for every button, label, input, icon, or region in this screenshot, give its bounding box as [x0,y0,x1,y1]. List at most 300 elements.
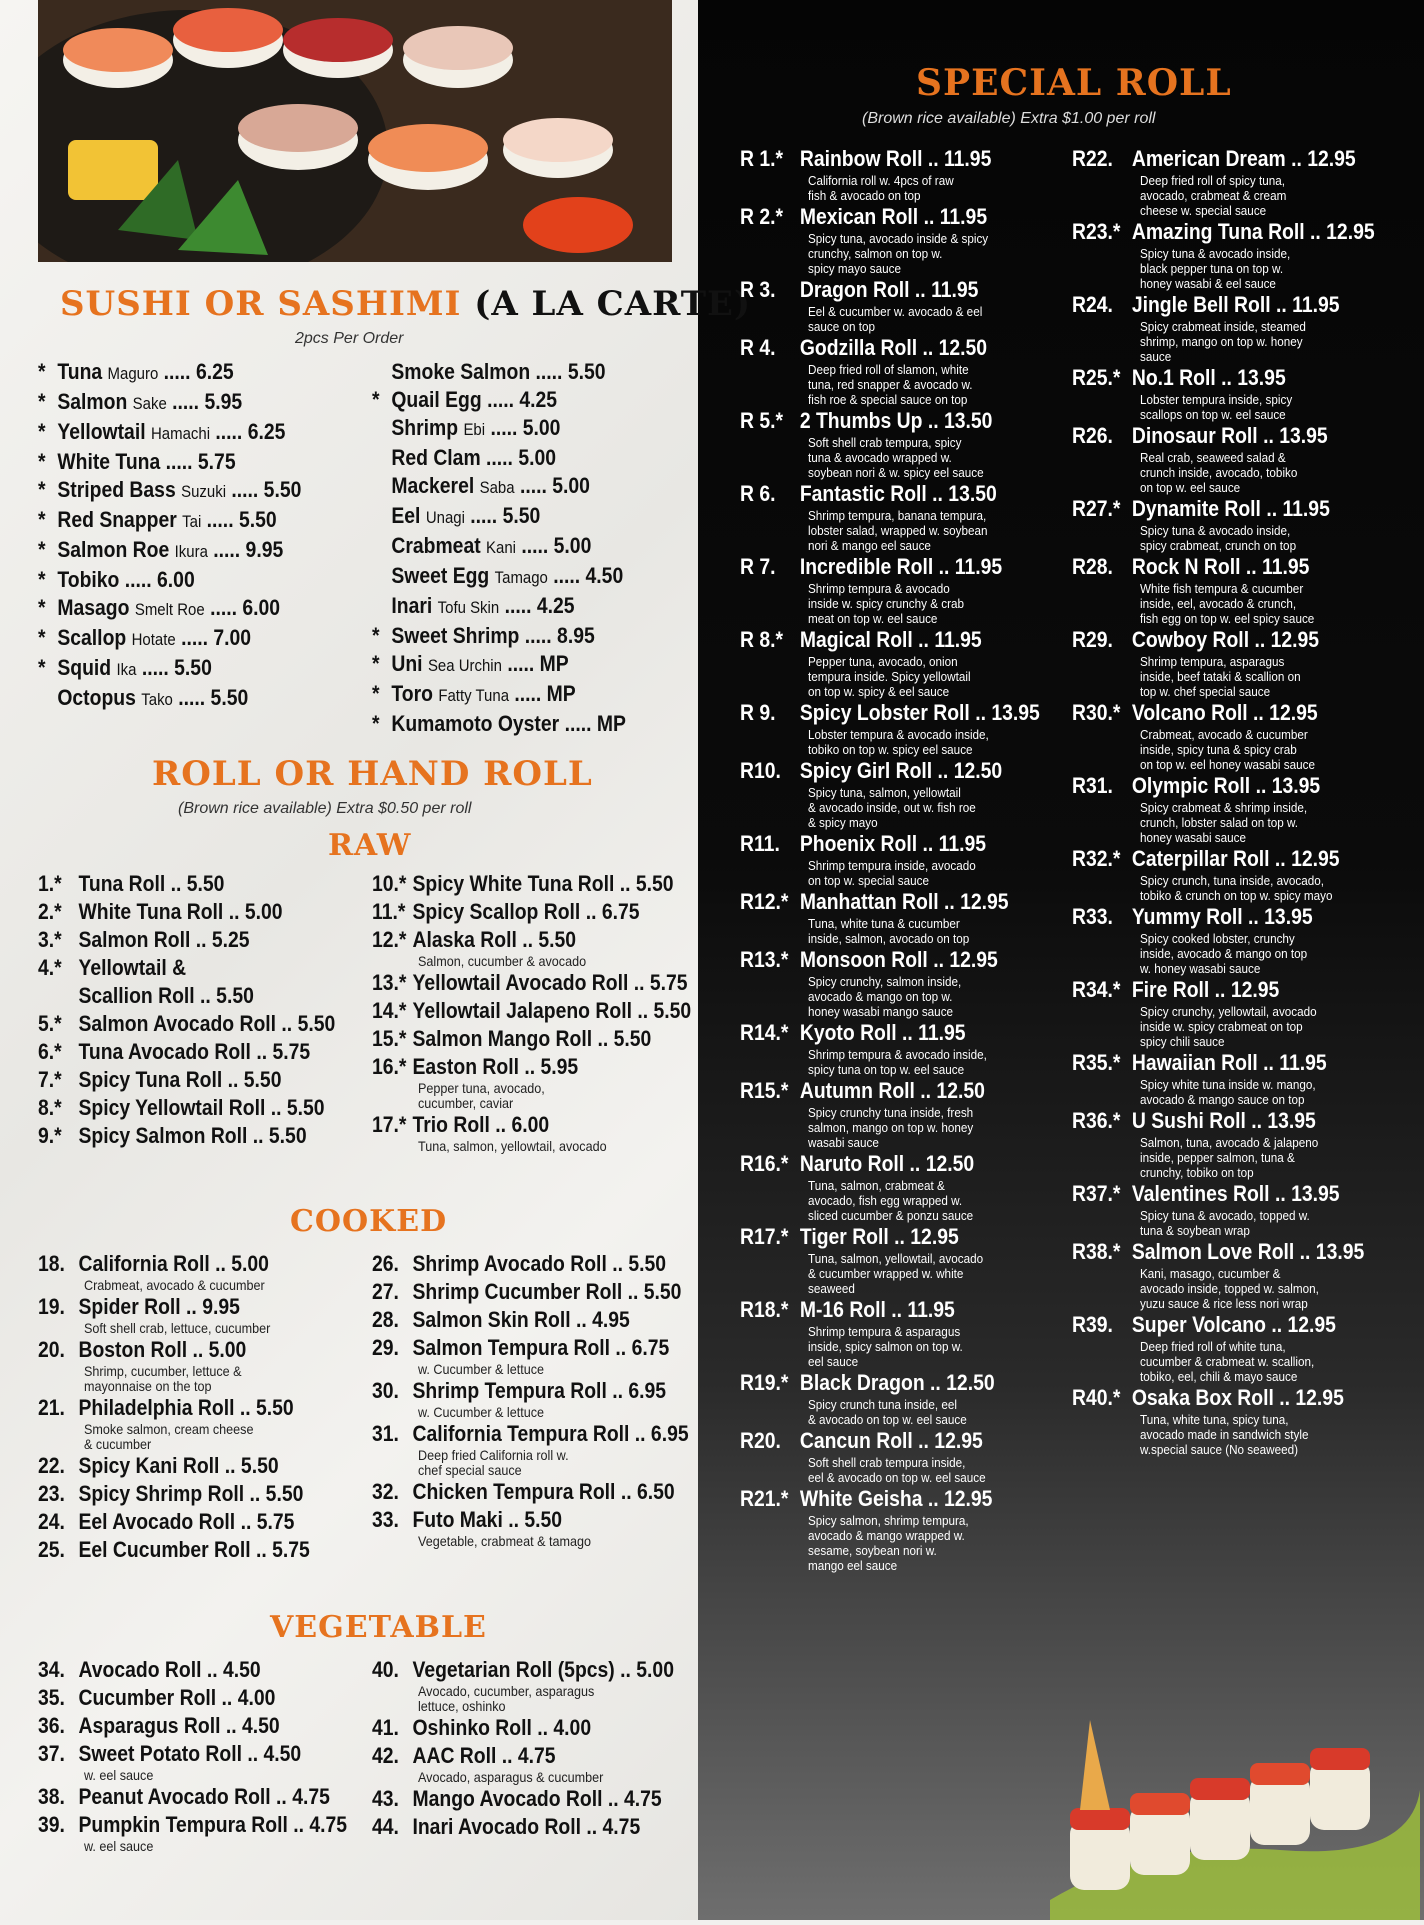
item-price: 12.50 [946,1370,995,1395]
item-number: 44. [372,1814,399,1839]
item-description: California roll w. 4pcs of raw [808,173,954,188]
item-name: Tuna Avocado Roll [78,1039,251,1064]
item-price: 5.50 [502,503,541,528]
item-name: Alaska Roll [412,927,517,952]
item-price: 5.50 [653,998,692,1023]
menu-item: R23.* Amazing Tuna Roll .. 12.95 [1072,219,1375,244]
item-price: 5.50 [635,871,674,896]
item-name: Futo Maki [412,1507,503,1532]
item-number: R17.* [740,1224,789,1249]
item-description: Spicy crunch, tuna inside, avocado, [1140,873,1325,888]
menu-item: R13.* Monsoon Roll .. 12.95 [740,947,998,972]
item-description: Soft shell crab, lettuce, cucumber [84,1320,271,1336]
item-description: mayonnaise on the top [84,1378,212,1394]
item-number: R 4. [740,335,776,360]
item-name: M-16 Roll [799,1297,886,1322]
menu-item: 9.* Spicy Salmon Roll .. 5.50 [38,1123,307,1148]
item-name: Fantastic Roll [799,481,927,506]
item-description: Shrimp, cucumber, lettuce & [84,1363,242,1379]
menu-item: R37.* Valentines Roll .. 13.95 [1072,1181,1340,1206]
item-price: 13.95 [1237,365,1286,390]
menu-item: 3.* Salmon Roll .. 5.25 [38,927,250,952]
cooked-right-list [372,1250,689,1549]
item-price: 5.00 [552,473,590,498]
menu-item: * Striped Bass Suzuki ..... 5.50 [38,477,302,502]
menu-item: R10. Spicy Girl Roll .. 12.50 [740,758,1003,783]
item-description: Spicy crabmeat inside, steamed [1140,319,1306,334]
item-description: inside, avocado & mango on top [1140,946,1308,961]
item-number: R18.* [740,1297,789,1322]
item-description: Tuna, white tuna & cucumber [808,916,960,931]
item-description: Soft shell crab tempura, spicy [808,435,962,450]
item-number: R 3. [740,277,776,302]
item-price: 5.50 [643,1279,682,1304]
item-description: Spicy tuna & avocado inside, [1140,246,1291,261]
veg-right-list [372,1656,682,1841]
item-number: 7.* [38,1067,62,1092]
item-number: 6.* [38,1039,62,1064]
item-name: Naruto Roll [799,1151,905,1176]
item-name: White Geisha [799,1486,923,1511]
item-price: 8.95 [557,623,595,648]
item-number: 27. [372,1279,399,1304]
item-name: California Tempura Roll [412,1421,630,1446]
menu-item: 7.* Spicy Tuna Roll .. 5.50 [38,1067,282,1092]
item-price: 5.50 [243,1067,282,1092]
menu-item: Smoke Salmon ..... 5.50 [391,359,606,384]
item-name: Monsoon Roll [799,947,928,972]
item-japanese-name: Tako [141,690,173,709]
item-japanese-name: Kani [486,538,517,557]
item-description: fish & avocado on top [808,188,921,203]
item-price: 4.50 [585,563,624,588]
item-number: 26. [372,1251,399,1276]
item-name: Shrimp Tempura Roll [412,1378,607,1403]
item-description: avocado & mango wrapped w. [808,1528,965,1543]
item-description: Shrimp tempura, asparagus [1140,654,1285,669]
menu-item: R36.* U Sushi Roll .. 13.95 [1072,1108,1316,1133]
item-description: eel & avocado on top w. eel sauce [808,1470,986,1485]
item-price: 5.50 [297,1011,336,1036]
menu-item: 10.* Spicy White Tuna Roll .. 5.50 [372,871,674,896]
menu-item: * Salmon Roe Ikura ..... 9.95 [38,537,284,562]
menu-item: 23. Spicy Shrimp Roll .. 5.50 [38,1481,304,1506]
item-name: Spicy Lobster Roll [799,700,970,725]
item-name: California Roll [78,1251,210,1276]
sushi-photo [38,0,672,262]
item-name: Spicy Salmon Roll [78,1123,248,1148]
item-description: spicy tuna on top w. eel sauce [808,1062,965,1077]
item-description: inside w. spicy crabmeat on top [1140,1019,1303,1034]
item-star: * [38,449,46,474]
item-price: 5.50 [174,655,212,680]
item-number: 41. [372,1715,399,1740]
item-price: 6.95 [650,1421,689,1446]
item-name: Sweet Egg [391,563,490,588]
item-name: Jingle Bell Roll [1131,292,1271,317]
menu-item: R20. Cancun Roll .. 12.95 [740,1428,983,1453]
menu-item: R21.* White Geisha .. 12.95 [740,1486,993,1511]
item-price: 5.95 [540,1054,579,1079]
item-name: Toro [391,681,433,706]
menu-item: 29. Salmon Tempura Roll .. 6.75 [372,1335,670,1360]
menu-item: 27. Shrimp Cucumber Roll .. 5.50 [372,1279,682,1304]
item-number: R38.* [1072,1239,1121,1264]
item-description: White fish tempura & cucumber [1140,581,1304,596]
item-description: spicy chili sauce [1140,1034,1225,1049]
menu-item: * Red Snapper Tai ..... 5.50 [38,507,277,532]
item-name: Uni [391,651,423,676]
menu-item: 34. Avocado Roll .. 4.50 [38,1657,261,1682]
item-number: 21. [38,1395,65,1420]
item-price: 12.95 [1326,219,1375,244]
item-japanese-name: Tofu Skin [437,598,500,617]
item-number: R35.* [1072,1050,1121,1075]
item-description: tobiko & crunch on top w. spicy mayo [1140,888,1333,903]
item-name: Spicy Kani Roll [78,1453,220,1478]
item-name: Cowboy Roll [1131,627,1250,652]
special-roll-photo [1030,1700,1424,1920]
item-name: Striped Bass [57,477,176,502]
item-description: Crabmeat, avocado & cucumber [84,1277,265,1293]
item-number: 23. [38,1481,65,1506]
menu-item: Shrimp Ebi ..... 5.00 [391,415,561,440]
item-price: 4.75 [292,1784,330,1809]
item-number: 5.* [38,1011,62,1036]
item-description: on top w. special sauce [808,873,929,888]
item-number: R 2.* [740,204,784,229]
item-price: 6.00 [242,595,281,620]
item-description: w. eel sauce [84,1767,154,1783]
item-number: 8.* [38,1095,62,1120]
item-description: w. Cucumber & lettuce [418,1404,545,1420]
menu-item: R16.* Naruto Roll .. 12.50 [740,1151,975,1176]
item-name: Octopus [57,685,136,710]
special-note: (Brown rice available) Extra $1.00 per roll [862,110,1156,127]
item-description: soybean nori & w. spicy eel sauce [808,465,984,480]
item-description: Lobster tempura & avocado inside, [808,727,989,742]
item-description: Vegetable, crabmeat & tamago [418,1533,592,1549]
item-number: R23.* [1072,219,1121,244]
item-name: Sweet Potato Roll [78,1741,242,1766]
item-name: Yummy Roll [1131,904,1243,929]
item-number: 28. [372,1307,399,1332]
item-number: 37. [38,1741,65,1766]
item-name: Salmon Love Roll [1131,1239,1295,1264]
item-number: 13.* [372,970,407,995]
item-name: Tobiko [57,567,120,592]
item-description: Real crab, seaweed salad & [1140,450,1286,465]
raw-left-list [38,870,358,1150]
item-name: Tuna [57,359,103,384]
item-number: 9.* [38,1123,62,1148]
item-price: 11.95 [939,204,988,229]
item-description: avocado made in sandwich style [1140,1427,1309,1442]
item-number: R26. [1072,423,1113,448]
item-description: fish roe & special sauce on top [808,392,968,407]
menu-item: R22. American Dream .. 12.95 [1072,146,1356,171]
item-description: cucumber, caviar [418,1095,514,1111]
item-star: * [38,595,46,620]
item-name: Yellowtail [57,419,146,444]
item-description: cheese w. special sauce [1140,203,1267,218]
item-price: 12.95 [1287,1312,1336,1337]
item-number: R15.* [740,1078,789,1103]
cooked-left-list [38,1250,358,1564]
cooked-title: COOKED [290,1204,448,1239]
item-description: Deep fried roll of spicy tuna, [1140,173,1286,188]
item-name: Godzilla Roll [799,335,918,360]
item-price: 6.25 [195,359,234,384]
menu-item: R 6. Fantastic Roll .. 13.50 [740,481,997,506]
item-number: R 7. [740,554,776,579]
item-price: 5.75 [197,449,236,474]
menu-item: 36. Asparagus Roll .. 4.50 [38,1713,280,1738]
item-number: 34. [38,1657,65,1682]
item-name: Scallop [57,625,127,650]
item-name: Eel Cucumber Roll [78,1537,251,1562]
item-description: Soft shell crab tempura inside, [808,1455,966,1470]
item-name: Eel Avocado Roll [78,1509,236,1534]
item-description: sauce [1140,349,1172,364]
item-description: spicy crabmeat, crunch on top [1140,538,1297,553]
item-number: 12.* [372,927,407,952]
item-price: 4.75 [309,1812,348,1837]
item-number: 24. [38,1509,65,1534]
item-number: R37.* [1072,1181,1121,1206]
menu-item: 28. Salmon Skin Roll .. 4.95 [372,1307,630,1332]
item-name: Black Dragon [799,1370,925,1395]
veg-left-list [38,1656,358,1854]
item-japanese-name: Ikura [174,542,208,561]
item-name: Avocado Roll [78,1657,202,1682]
item-japanese-name: Fatty Tuna [438,686,510,705]
item-price: 11.95 [931,277,979,302]
menu-item: R40.* Osaka Box Roll .. 12.95 [1072,1385,1344,1410]
item-description: Deep fried roll of white tuna, [1140,1339,1286,1354]
item-price: 5.50 [263,477,302,502]
item-star: * [372,681,380,706]
item-description: & spicy mayo [808,815,878,830]
item-name: Asparagus Roll [78,1713,221,1738]
item-price: 9.95 [245,537,284,562]
item-name: American Dream [1131,146,1286,171]
item-name: Philadelphia Roll [78,1395,235,1420]
item-star: * [38,359,46,384]
item-description: seaweed [808,1281,855,1296]
item-number: R32.* [1072,846,1121,871]
item-number: R34.* [1072,977,1121,1002]
item-description: & avocado inside, out w. fish roe [808,800,976,815]
item-price: 13.95 [1264,904,1313,929]
menu-item: R 5.* 2 Thumbs Up .. 13.50 [740,408,993,433]
item-number: 10.* [372,871,407,896]
item-description: Tuna, salmon, crabmeat & [808,1178,945,1193]
item-name: White Tuna Roll [78,899,224,924]
item-description: Tuna, salmon, yellowtail, avocado [808,1251,984,1266]
menu-item: 31. California Tempura Roll .. 6.95 [372,1421,689,1446]
item-japanese-name: Smelt Roe [134,600,205,619]
item-star: * [38,625,46,650]
item-name: Eel [391,503,421,528]
item-number: 16.* [372,1054,407,1079]
item-description: lettuce, oshinko [418,1698,506,1714]
item-name: Inari [391,593,433,618]
item-number: 2.* [38,899,62,924]
item-price: 12.95 [910,1224,959,1249]
menu-item: R34.* Fire Roll .. 12.95 [1072,977,1280,1002]
item-description: Spicy tuna & avocado, topped w. [1140,1208,1310,1223]
menu-item: R29. Cowboy Roll .. 12.95 [1072,627,1320,652]
menu-item: * Uni Sea Urchin ..... MP [372,651,569,676]
item-name: Valentines Roll [1131,1181,1270,1206]
item-number: 38. [38,1784,65,1809]
item-name: Autumn Roll [799,1078,915,1103]
item-name: Spicy Yellowtail Roll [78,1095,266,1120]
item-name: Salmon Skin Roll [412,1307,571,1332]
item-price: 5.75 [256,1509,295,1534]
item-name: Yellowtail Avocado Roll [412,970,629,995]
menu-item: 32. Chicken Tempura Roll .. 6.50 [372,1479,675,1504]
item-price: 6.50 [636,1479,675,1504]
roll-title: ROLL OR HAND ROLL [152,754,593,794]
menu-item: R18.* M-16 Roll .. 11.95 [740,1297,955,1322]
item-description: crunchy, tobiko on top [1140,1165,1254,1180]
item-name: Volcano Roll [1131,700,1248,725]
menu-item: R26. Dinosaur Roll .. 13.95 [1072,423,1328,448]
item-price: 4.00 [237,1685,276,1710]
item-number: R31. [1072,773,1113,798]
item-number: R 8.* [740,627,784,652]
menu-item: 43. Mango Avocado Roll .. 4.75 [372,1786,662,1811]
menu-item: 41. Oshinko Roll .. 4.00 [372,1715,592,1740]
item-star: * [38,655,46,680]
menu-item: R 8.* Magical Roll .. 11.95 [740,627,982,652]
item-number: R29. [1072,627,1113,652]
item-price: 13.95 [1291,1181,1340,1206]
item-description: w. Cucumber & lettuce [418,1361,545,1377]
item-number: R16.* [740,1151,789,1176]
menu-item: 30. Shrimp Tempura Roll .. 6.95 [372,1378,667,1403]
item-number: 40. [372,1657,399,1682]
menu-item: 13.* Yellowtail Avocado Roll .. 5.75 [372,970,688,995]
item-price: 5.50 [216,983,254,1008]
item-price: 9.95 [202,1294,240,1319]
item-price: 11.95 [1292,292,1340,317]
item-description: & avocado on top w. eel sauce [808,1412,967,1427]
menu-item: 37. Sweet Potato Roll .. 4.50 [38,1741,302,1766]
raw-right-list [372,870,692,1154]
menu-item: Red Clam ..... 5.00 [391,445,557,470]
item-name: Caterpillar Roll [1131,846,1270,871]
item-price: 11.95 [954,554,1003,579]
menu-item: 21. Philadelphia Roll .. 5.50 [38,1395,294,1420]
menu-item: 24. Eel Avocado Roll .. 5.75 [38,1509,295,1534]
item-japanese-name: Hotate [131,630,176,649]
menu-item: Scallion Roll .. 5.50 [78,983,254,1008]
item-description: Spicy white tuna inside w. mango, [1140,1077,1316,1092]
item-number: 32. [372,1479,399,1504]
menu-item: Eel Unagi ..... 5.50 [391,503,541,528]
menu-item: 20. Boston Roll .. 5.00 [38,1337,247,1362]
item-price: 5.50 [567,359,606,384]
item-price: 6.75 [601,899,640,924]
item-description: Eel & cucumber w. avocado & eel [808,304,983,319]
item-price: 5.50 [628,1251,667,1276]
menu-item: 18. California Roll .. 5.00 [38,1251,269,1276]
item-star: * [38,537,46,562]
item-price: 13.95 [991,700,1040,725]
item-number: 42. [372,1743,399,1768]
item-description: Shrimp tempura inside, avocado [808,858,976,873]
menu-item: R35.* Hawaiian Roll .. 11.95 [1072,1050,1327,1075]
item-number: 33. [372,1507,399,1532]
item-price: 4.95 [592,1307,630,1332]
menu-item: R32.* Caterpillar Roll .. 12.95 [1072,846,1340,871]
item-name: Kumamoto Oyster [391,711,560,736]
item-description: avocado, crabmeat & cream [1140,188,1287,203]
menu-item: 11.* Spicy Scallop Roll .. 6.75 [372,899,640,924]
item-number: R19.* [740,1370,789,1395]
menu-item: R11. Phoenix Roll .. 11.95 [740,831,987,856]
item-name: Incredible Roll [799,554,934,579]
item-description: avocado & mango sauce on top [1140,1092,1305,1107]
item-number: R20. [740,1428,781,1453]
item-number: 22. [38,1453,65,1478]
menu-item: * Sweet Shrimp ..... 8.95 [372,623,595,648]
item-name: Shrimp Avocado Roll [412,1251,607,1276]
item-description: Tuna, salmon, yellowtail, avocado [418,1138,607,1154]
item-description: Shrimp tempura & avocado inside, [808,1047,987,1062]
item-description: inside, beef tataki & scallion on [1140,669,1301,684]
item-number: 43. [372,1786,399,1811]
item-name: Mexican Roll [799,204,919,229]
item-price: 11.95 [934,627,982,652]
item-price: 5.75 [649,970,688,995]
item-description: on top w. spicy & eel sauce [808,684,950,699]
menu-item: * Tobiko ..... 6.00 [38,567,195,592]
item-japanese-name: Tai [182,512,202,531]
special-left-list [740,145,1070,1573]
item-price: 5.50 [255,1395,294,1420]
item-number: R 9. [740,700,776,725]
item-price: 4.25 [519,387,558,412]
item-name: Oshinko Roll [412,1715,532,1740]
item-number: R14.* [740,1020,789,1045]
item-name: Dynamite Roll [1131,496,1261,521]
item-name: Dinosaur Roll [1131,423,1258,448]
item-star: * [372,387,380,412]
item-price: 6.75 [631,1335,670,1360]
item-description: black pepper tuna on top w. [1140,261,1284,276]
menu-item: R15.* Autumn Roll .. 12.50 [740,1078,985,1103]
item-description: inside, pepper salmon, tuna & [1140,1150,1295,1165]
menu-item: R 3. Dragon Roll .. 11.95 [740,277,979,302]
item-description: w. honey wasabi sauce [1140,961,1261,976]
item-name: Chicken Tempura Roll [412,1479,616,1504]
item-name: Phoenix Roll [799,831,918,856]
special-right-list [1072,145,1417,1457]
item-description: meat on top w. eel sauce [808,611,938,626]
item-price: 5.50 [238,507,277,532]
item-price: 12.95 [1270,627,1320,652]
item-price: 4.25 [536,593,575,618]
item-name: Vegetarian Roll (5pcs) [412,1657,615,1682]
item-number: 14.* [372,998,407,1023]
item-price: 11.95 [1262,554,1310,579]
item-number: 4.* [38,955,62,980]
item-number: 25. [38,1537,65,1562]
